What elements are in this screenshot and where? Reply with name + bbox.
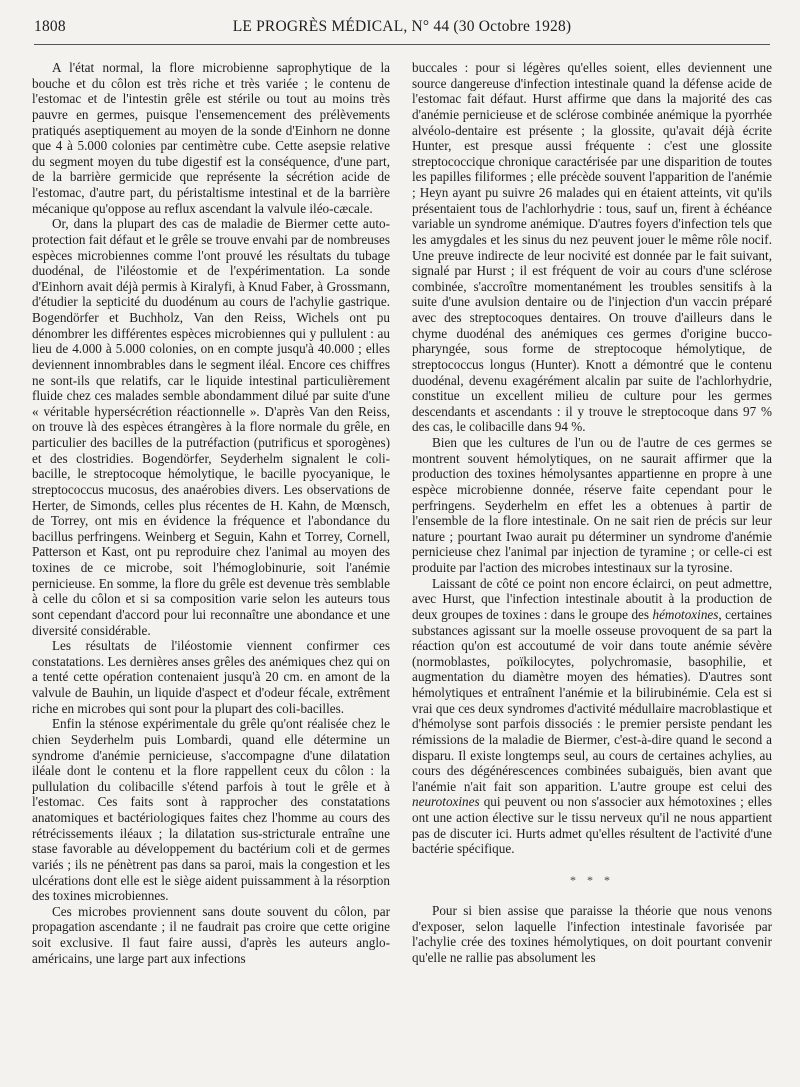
- text-run: , certaines substances agissant sur la moelle osseuse provoquent de sa part la réaction qu'on est accoutumé de voir dans toute anémie sévère (normoblastes, poïkilocytes, polychromasie, basophilie, et augmentation du diamètre moyen des hématies). D'autres sont hémolytiques et entraînent l'anémie et la bilirubinémie. Cela est si vrai que ces deux syndromes d'activité médullaire macroblastique et d'hémolyse sont parfois dissociés : le premier persiste pendant les rémissions de la maladie de Biermer, c'est-à-dire quand le second a disparu. Il existe longtemps seul, au cours de certaines achylies, au cours des dégénérescences combinées subaiguës, bien avant que l'anémie n'ait fait son apparition. L'autre groupe est celui des: [412, 606, 773, 794]
- issue-date: (30 Octobre 1928): [453, 18, 572, 35]
- section-separator: * * *: [570, 872, 614, 887]
- issue-number: N° 44: [411, 18, 450, 35]
- paragraph: A l'état normal, la flore microbienne saprophytique de la bouche et du côlon est très riche et très variée ; le contenu de l'estomac et de l'intestin grêle est stérile ou tout au moins très pauvre en germes, puisque l'ensemencement des prélèvements pratiqués aseptiquement au moyen de la sonde d'Einhorn ne donne que 4 à 5.000 colonies par centimètre cube. Cette asepsie relative du segment moyen du tube digestif est la conséquence, d'une part, de la barrière germicide que représente la sécrétion acide de l'estomac, d'autre part, du péristaltisme intestinal et de la barrière mécanique qu'oppose au reflux ascendant la valvule iléo-cæcale.: [32, 60, 390, 216]
- running-title: [34, 18, 770, 36]
- journal-name: LE PROGRÈS MÉDICAL: [232, 18, 404, 35]
- paragraph: Bien que les cultures de l'un ou de l'autre de ces germes se montrent souvent hémolytiques, on ne saurait affirmer que la production des toxines hémolysantes appartienne en propre à une espèce microbienne donnée, réserve faite cependant pour le perfringens. Seyderhelm en effet les a obtenues à partir de l'ensemble de la flore intestinale. On ne sait rien de précis sur leur nature ; pourtant Iwao aurait pu déterminer un syndrome d'anémie pernicieuse chez l'animal par injection de tyramine ; or celle-ci est produite par l'action des microbes intestinaux sur la tyrosine.: [412, 435, 772, 575]
- paragraph: buccales : pour si légères qu'elles soient, elles deviennent une source dangereuse d'infection intestinale quand la défense acide de l'estomac fait défaut. Hurst affirme que dans la majorité des cas d'anémie pernicieuse et de sclérose combinée anémique la pyorrhée alvéolo-dentaire est présente ; la glossite, qu'avait déjà écrite Hunter, est presque aussi fréquente : c'est une glossite streptococcique chronique caractérisée par une disparition de toutes les papilles filiformes ; elle précède souvent l'apparition de l'anémie ; Heyn ayant pu suivre 26 malades qui en étaient atteints, vit qu'ils présentaient tous de l'achlorhydrie : tous, sauf un, firent à échéance variable un syndrome anémique. D'autres foyers d'infection tels que les amygdales et les sinus du nez peuvent jouer le même rôle nocif. Une preuve indirecte de leur nocivité est donnée par le fait suivant, signalé par Hurst ; il est fréquent de voir au cours d'une sclérose combinée, s'accroître momentanément les troubles sensitifs à la suite d'une avulsion dentaire ou de l'injection d'un vaccin préparé avec des streptocoques dentaires. On trouve d'ailleurs dans le chyme duodénal des anémiques ces germes d'origine bucco-pharyngée, sous forme de streptocoque hémolytique, de streptococcus longus (Hunter). Knott a démontré que le contenu duodénal, devenu exagérément alcalin par suite de l'achlorhydrie, constitue un excellent milieu de culture pour les germes descendants et ascendants : il y trouve le streptocoque dans 97 % des cas, le colibacille dans 94 %.: [412, 60, 772, 435]
- paragraph: Ces microbes proviennent sans doute souvent du côlon, par propagation ascendante ; il ne faudrait pas croire que cette origine soit exclusive. Il faut faire aussi, d'après les auteurs anglo-américains, une large part aux infections: [32, 903, 390, 966]
- paragraph: Les résultats de l'iléostomie viennent confirmer ces constatations. Les dernières anses grêles des anémiques chez qui on a tenté cette opération contenaient jusqu'à 20 cm. en amont de la valvule de Bauhin, un liquide d'aspect et d'odeur fécale, extrêment riche en microbes qui sont pour la plupart des coli-bacilles.: [32, 638, 390, 716]
- header-rule: [34, 44, 770, 45]
- left-column: [32, 60, 390, 966]
- italic-term: neurotoxines: [412, 794, 480, 810]
- paragraph: Enfin la sténose expérimentale du grêle qu'ont réalisée chez le chien Seyderhelm puis Lombardi, quand elle détermine un syndrome d'anémie pernicieuse, s'accompagne d'une dilatation iléale dont le contenu et la flore rappellent ceux du côlon : la pullulation du colibacille s'étend parfois à tout le grêle et à l'estomac. Ces faits sont à rapprocher des constatations anatomiques et bactériologiques faites chez l'homme au cours des rétrécissements iléaux ; la dilatation sus-stricturale entraîne une stase favorable au développement du bactérium coli et de germes variés ; ils ne pénètrent pas dans sa paroi, mais la congestion et les ulcérations dont elle est le siège aident puissamment à la résorption des toxines microbiennes.: [32, 716, 390, 904]
- paragraph-toxines: [412, 576, 772, 857]
- page-number: 1808: [34, 18, 66, 35]
- page-header: [34, 18, 770, 40]
- right-column: [412, 60, 772, 965]
- paragraph: Or, dans la plupart des cas de maladie de Biermer cette auto-protection fait défaut et le grêle se trouve envahi par de nombreuses espèces microbiennes comme l'ont prouvé les résultats du tubage duodénal, de l'iléostomie et de l'expérimentation. La sonde d'Einhorn avait déjà permis à Kiralyfi, à Knud Faber, à Grossmann, d'étudier la septicité du duodénum au cours de l'achylie gastrique. Bogendörfer et Buchholz, Van den Reiss, Wichels ont pu dénombrer les différentes espèces microbiennes qui y pullulent : au lieu de 4.000 à 5.000 colonies, on en compte jusqu'à 40.000 ; elles deviennent innombrables dans le segment iléal. Encore ces chiffres ne sont-ils que relatifs, car le liquide intestinal particulièrement fluide chez ces malades semble abondamment dilué par suite d'une « véritable hypersécrétion réactionnelle ». D'après Van den Reiss, on trouve là des espèces étrangères à la flore normale du grêle, en particulier des bacilles de la putréfaction (putrificus et sporogènes) et des clostridies. Bogendörfer, Seyderhelm signalent le coli-bacille, le streptocoque hémolytique, le bacille pyocyanique, le streptococcus mucosus, des anaérobies divers. Les observations de Herter, de Simonds, celles plus récentes de H. Kahn, de Mœnsch, de Torrey, ont mis en évidence la fréquence et l'abondance du bacillus perfringens. Weinberg et Seguin, Kahn et Torrey, Cornell, Patterson et Kast, ont pu reproduire chez l'animal au moyen des toxines de ce microbe, soit l'hémoglobinurie, soit l'anémie pernicieuse. En somme, la flore du grêle est devenue très semblable à celle du côlon et si sa composition varie selon les auteurs tous sont cependant d'accord pour lui reconnaître une abondance et une diversité considérable.: [32, 216, 390, 638]
- paragraph: Pour si bien assise que paraisse la théorie que nous venons d'exposer, selon laquelle l'infection intestinale favorisée par l'achylie crée des toxines hémolytiques, on doit pourtant convenir qu'elle ne rallie pas absolument les: [412, 902, 772, 965]
- italic-term: hémotoxines: [652, 606, 719, 622]
- text-run: qui peuvent ou non s'associer aux hémotoxines ; elles ont une action élective sur le tissu nerveux qu'il ne nous appartient pas de discuter ici. Hurts admet qu'elles résultent de l'activité d'une bactérie spécifique.: [412, 794, 772, 857]
- text-run: Laissant de côté ce point non encore éclairci, on peut admettre, avec Hurst, que l'infection intestinale aboutit à la production de deux groupes de toxines : dans le groupe des: [412, 575, 772, 622]
- title-sep: ,: [403, 18, 412, 35]
